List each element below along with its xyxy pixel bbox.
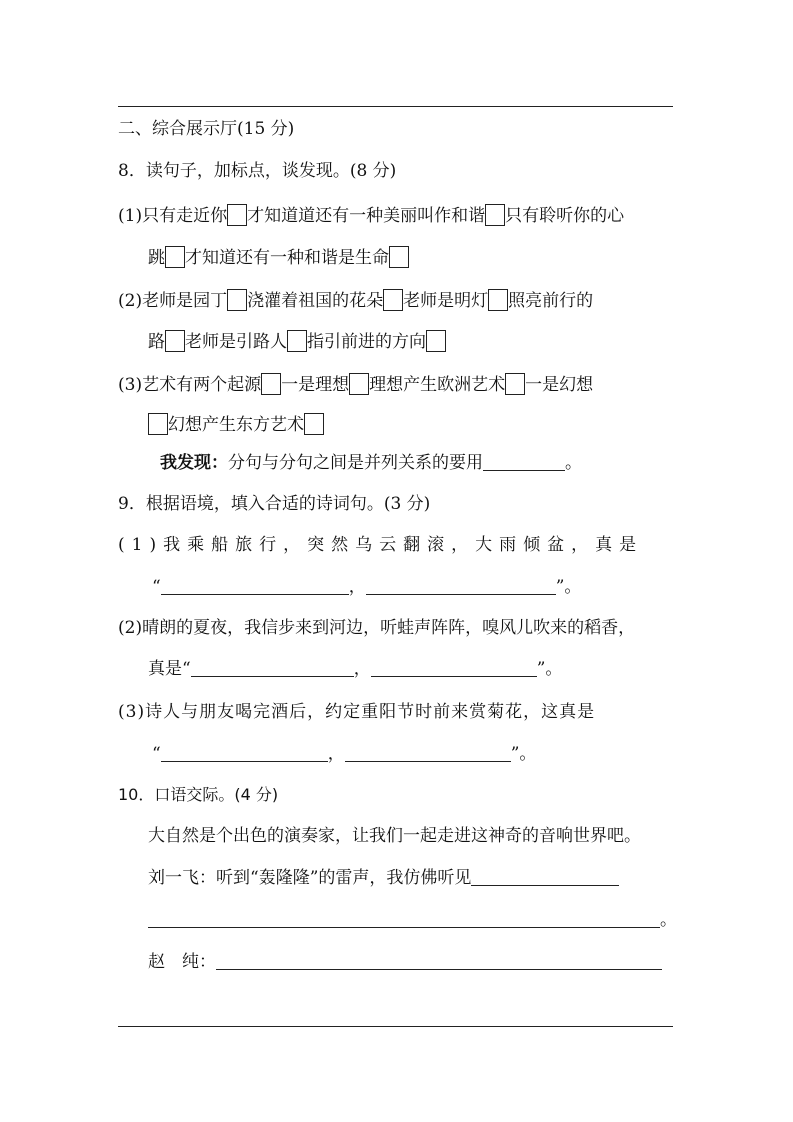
liu-answer-blank-2[interactable] — [148, 909, 660, 928]
q8-3-text-c: 理想产生欧洲艺术 — [369, 375, 506, 395]
q8-1-text-c: 只有聆听你的心 — [505, 206, 625, 226]
poem-blank-2a[interactable] — [191, 658, 354, 677]
zhao-prompt: 赵 纯： — [148, 952, 216, 972]
question-8-title: 8．读句子，加标点，谈发现。(8 分) — [118, 161, 397, 181]
q9-item-2-line-2 — [148, 657, 562, 681]
q10-intro: 大自然是个出色的演奏家，让我们一起走进这神奇的音响世界吧。 — [148, 826, 641, 846]
punct-box[interactable] — [383, 289, 403, 311]
finding-label: 我发现： — [160, 453, 228, 473]
finding-text: 分句与分句之间是并列关系的要用 — [228, 453, 483, 473]
punct-box[interactable] — [165, 330, 185, 352]
q10-zhao-line — [148, 950, 662, 974]
q8-item-1-line-2 — [148, 246, 409, 270]
punct-box[interactable] — [148, 413, 168, 435]
top-rule — [118, 106, 673, 107]
question-9-title: 9．根据语境，填入合适的诗词句。(3 分) — [118, 494, 431, 514]
q8-item-2-line-1 — [118, 289, 593, 313]
q8-item-2-line-2 — [148, 330, 446, 354]
close-quote: ”。 — [555, 577, 582, 597]
q8-1-text-d: 跳 — [148, 248, 165, 268]
q9-item-1-line-2 — [152, 575, 581, 599]
zhao-answer-blank[interactable] — [216, 951, 662, 970]
poem-blank-3a[interactable] — [161, 743, 328, 762]
q10-liu-line-2 — [148, 908, 677, 932]
poem-blank-2b[interactable] — [371, 658, 537, 677]
punct-box[interactable] — [287, 330, 307, 352]
finding-end: 。 — [565, 453, 582, 473]
punct-box[interactable] — [165, 246, 185, 268]
q8-item-3-line-1 — [118, 373, 593, 397]
bottom-rule — [118, 1026, 673, 1027]
q8-1-text-b: 才知道道还有一种美丽叫作和谐 — [247, 206, 486, 226]
punct-box[interactable] — [389, 246, 409, 268]
prefix: 真是“ — [148, 659, 191, 679]
comma: ， — [348, 577, 366, 597]
punct-box[interactable] — [261, 373, 281, 395]
q9-item-3-line-2 — [152, 742, 536, 766]
q9-item-3-line-1: (3)诗人与朋友喝完酒后，约定重阳节时前来赏菊花，这真是 — [118, 702, 596, 722]
q10-liu-line — [148, 866, 619, 890]
liu-prompt: 刘一飞：听到“轰隆隆”的雷声，我仿佛听见 — [148, 868, 472, 888]
q8-3-text-d: 一是幻想 — [525, 375, 594, 395]
finding-answer-blank[interactable] — [483, 452, 565, 471]
question-10-title: 10．口语交际。(4 分) — [118, 785, 279, 804]
open-quote: “ — [152, 744, 161, 764]
punct-box[interactable] — [485, 204, 505, 226]
punct-box[interactable] — [227, 289, 247, 311]
poem-blank-1b[interactable] — [366, 576, 556, 595]
q8-2-text-f: 老师是引路人 — [185, 332, 287, 352]
q8-1-text-a: (1)只有走近你 — [118, 206, 228, 226]
q8-item-1-line-1 — [118, 204, 624, 228]
q8-2-text-a: (2)老师是园丁 — [118, 291, 228, 311]
punct-box[interactable] — [349, 373, 369, 395]
punct-box[interactable] — [505, 373, 525, 395]
comma: ， — [327, 744, 345, 764]
close-quote: ”。 — [510, 744, 537, 764]
q8-2-text-e: 路 — [148, 332, 165, 352]
q8-item-3-line-2 — [148, 413, 324, 437]
q8-2-text-d: 照亮前行的 — [508, 291, 594, 311]
poem-blank-1a[interactable] — [161, 576, 349, 595]
close-quote: ”。 — [536, 659, 563, 679]
punct-box[interactable] — [227, 204, 247, 226]
punct-box[interactable] — [426, 330, 446, 352]
q9-item-2-line-1: (2)晴朗的夏夜，我信步来到河边，听蛙声阵阵，嗅风儿吹来的稻香， — [118, 618, 636, 638]
q9-item-1-line-1: (1)我乘船旅行，突然乌云翻滚，大雨倾盆，真是 — [118, 535, 644, 555]
q8-3-text-b: 一是理想 — [281, 375, 350, 395]
poem-blank-3b[interactable] — [345, 743, 511, 762]
q8-3-text-e: 幻想产生东方艺术 — [168, 415, 304, 435]
section-title: 二、综合展示厅(15 分) — [118, 119, 295, 139]
q8-3-text-a: (3)艺术有两个起源 — [118, 375, 262, 395]
comma: ， — [353, 659, 371, 679]
q8-finding — [160, 451, 582, 475]
punct-box[interactable] — [488, 289, 508, 311]
q8-2-text-c: 老师是明灯 — [403, 291, 489, 311]
liu-answer-blank-1[interactable] — [471, 867, 619, 886]
punct-box[interactable] — [304, 413, 324, 435]
q8-1-text-e: 才知道还有一种和谐是生命 — [185, 248, 389, 268]
open-quote: “ — [152, 577, 161, 597]
q8-2-text-g: 指引前进的方向 — [307, 332, 426, 352]
end-period: 。 — [660, 910, 677, 930]
q8-2-text-b: 浇灌着祖国的花朵 — [247, 291, 384, 311]
